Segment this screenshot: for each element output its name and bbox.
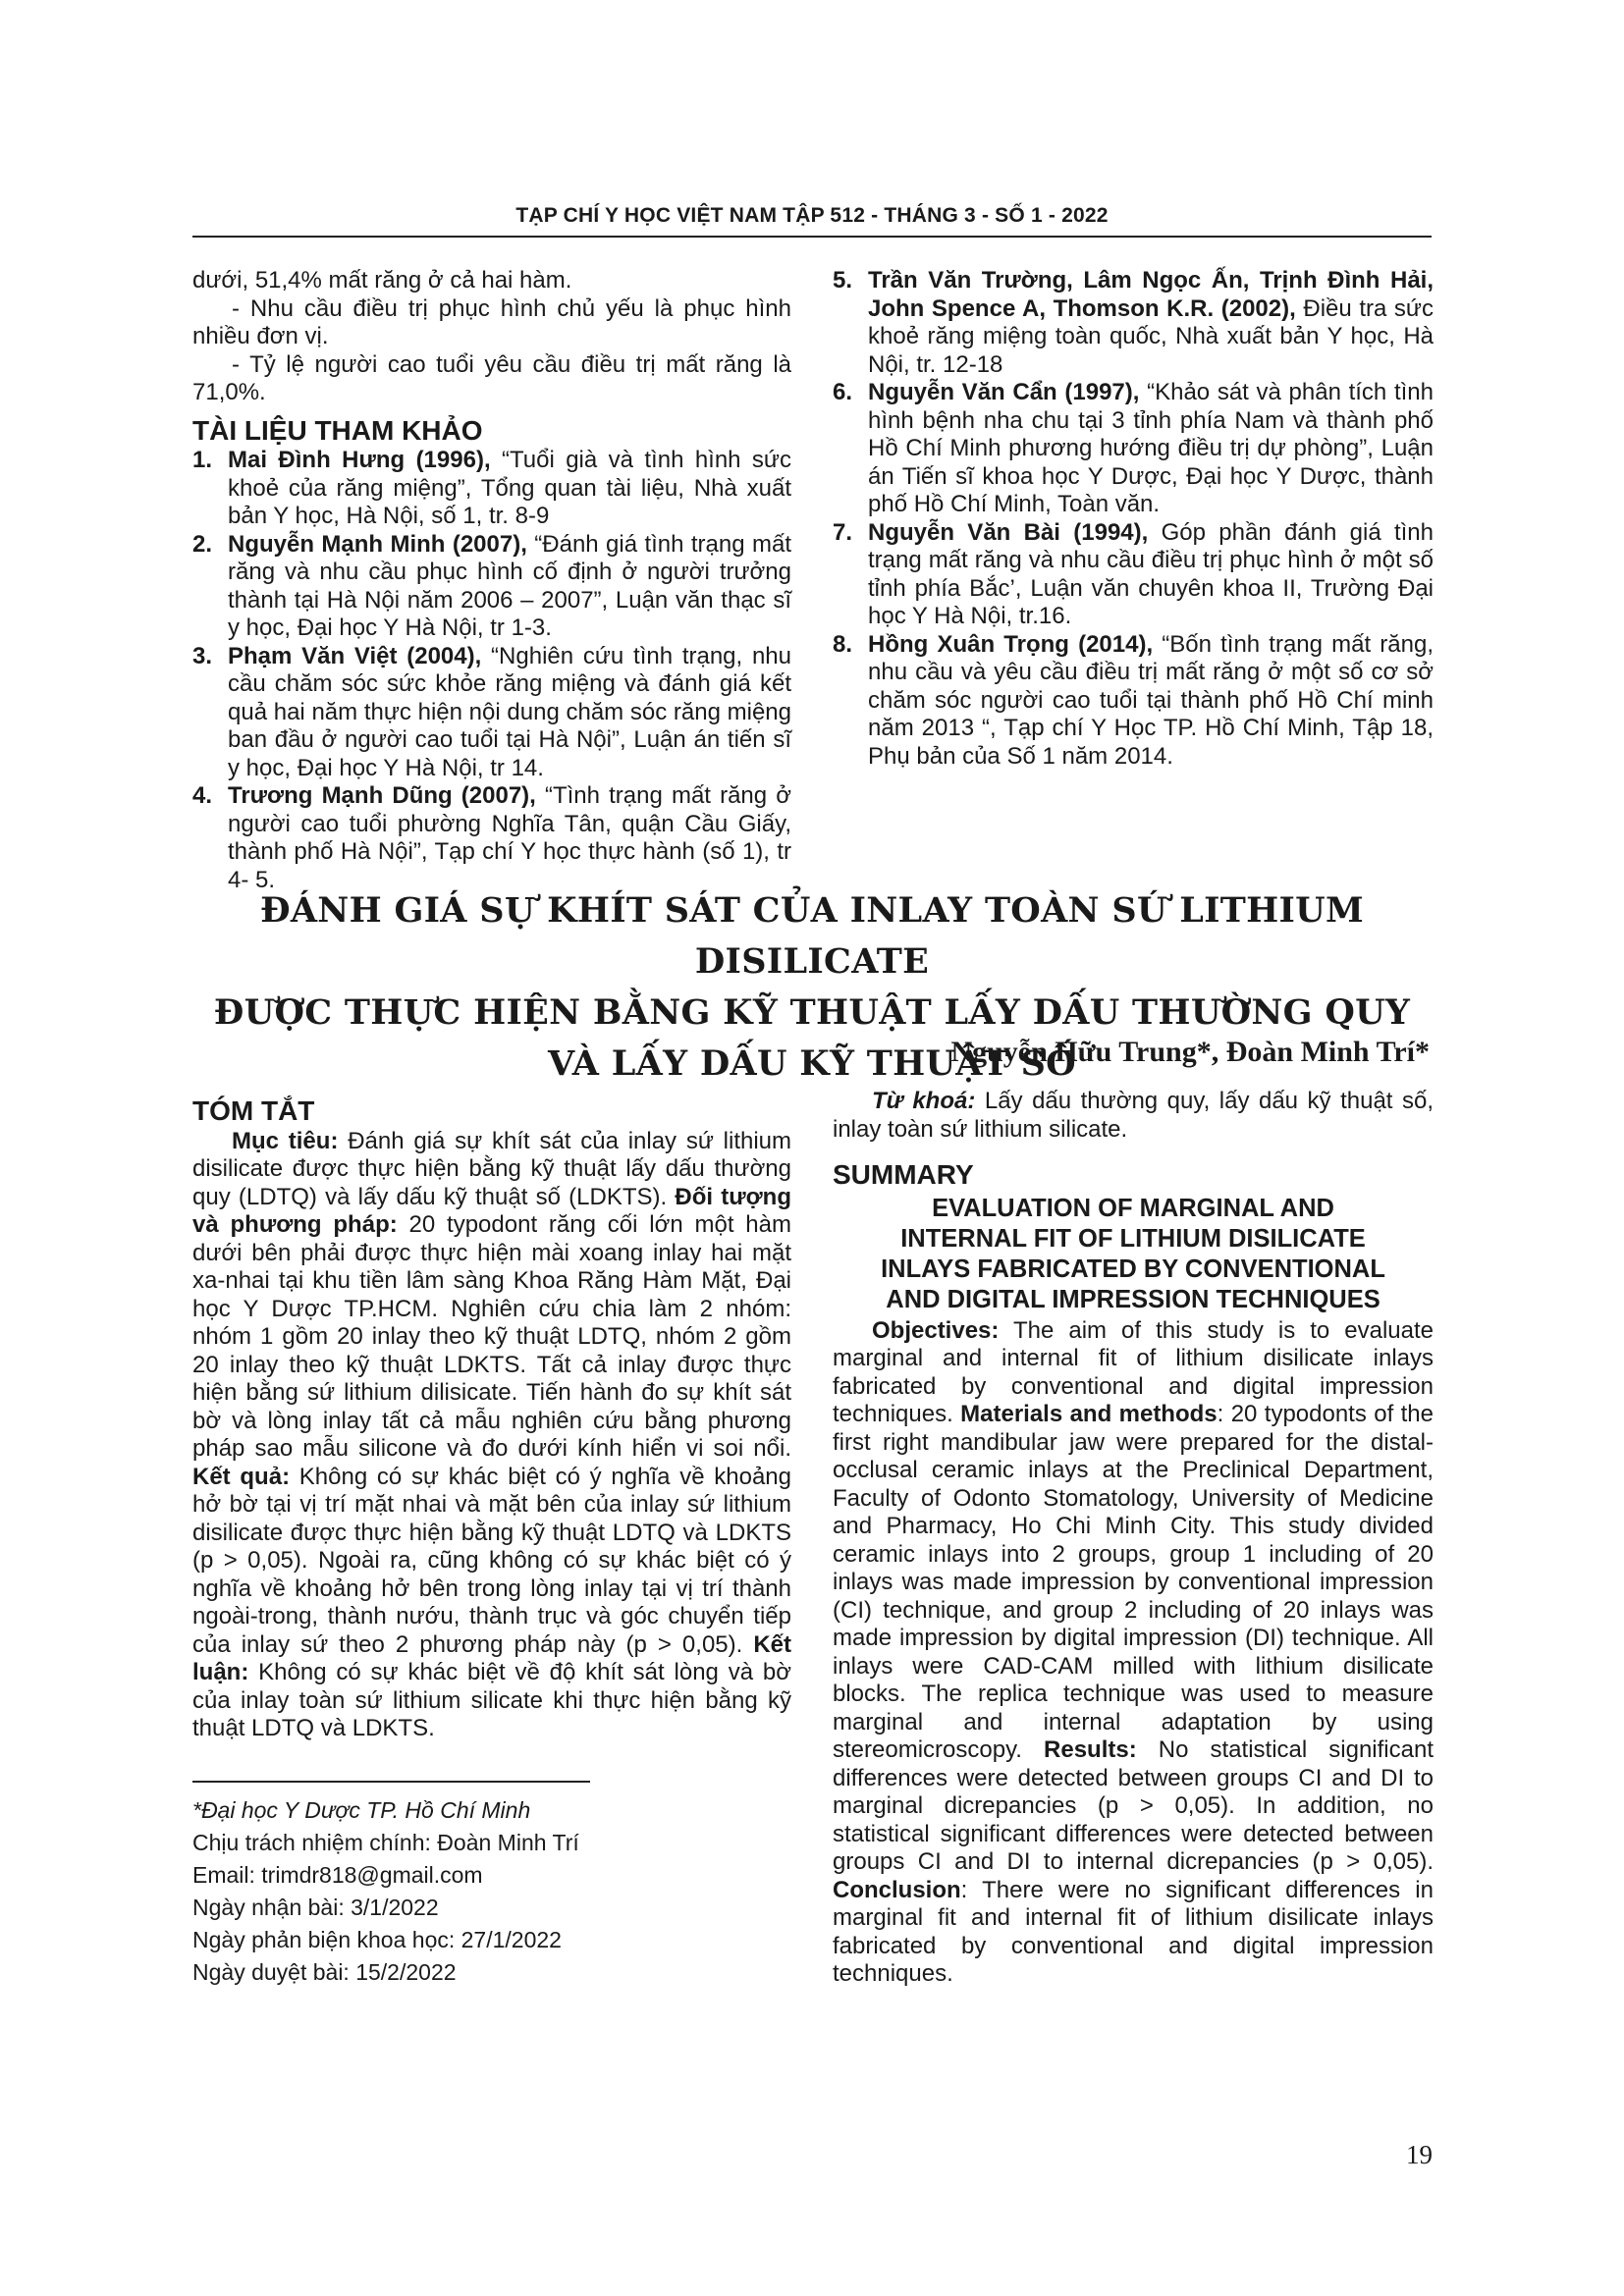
results-text: Không có sự khác biệt có ý nghĩa về khoảng hở bờ tại vị trí mặt nhai và mặt bên của inlay sứ lithium disilicate được thực hiện bằng kỹ thuật LDTQ và LDKTS (p > 0,05). Ngoài ra, cũng không có sự khác biệt có ý nghĩa về khoảng hở bên trong lòng inlay tại vị trí thành ngoài-trong, thành nướu, thành trục và góc chuyển tiếp của inlay sứ theo 2 phương pháp này (p > 0,05). bbox=[192, 1463, 792, 1658]
reference-item bbox=[192, 447, 791, 531]
reference-item bbox=[833, 519, 1434, 631]
reference-text: Điều tra sức khoẻ răng miệng toàn quốc, Nhà xuất bản Y học, Hà Nội, tr. 12-18 bbox=[868, 294, 1434, 378]
prev-article-right-column bbox=[833, 267, 1434, 771]
reference-item bbox=[833, 267, 1434, 379]
footnote-line: Ngày phản biện khoa học: 27/1/2022 bbox=[192, 1927, 562, 1952]
reference-authors: Phạm Văn Việt (2004), bbox=[228, 642, 482, 669]
reference-body bbox=[228, 643, 791, 783]
reference-authors: Hồng Xuân Trọng (2014), bbox=[868, 630, 1154, 658]
keywords-text: Lấy dấu thường quy, lấy dấu kỹ thuật số, inlay toàn sứ lithium silicate. bbox=[833, 1088, 1434, 1143]
summary-title-line: EVALUATION OF MARGINAL AND bbox=[932, 1194, 1334, 1222]
objectives-label: Objectives: bbox=[872, 1316, 1000, 1344]
reference-item bbox=[833, 379, 1434, 519]
abstract-heading: TÓM TẮT bbox=[192, 1095, 315, 1126]
reference-number: 2. bbox=[192, 530, 213, 558]
objective-text: Đánh giá sự khít sát của inlay sứ lithium disilicate được thực hiện bằng kỹ thuật lấy dấu thường quy (LDTQ) và lấy dấu kỹ thuật số (LDKTS). bbox=[192, 1127, 792, 1210]
objectives-text: The aim of this study is to evaluate marginal and internal fit of lithium disilicate inlays fabricated by conventional and digital impression techniques. bbox=[833, 1316, 1434, 1427]
prev-paragraph: - Nhu cầu điều trị phục hình chủ yếu là phục hình nhiều đơn vị. bbox=[192, 294, 791, 349]
reference-text: “Bốn tình trạng mất răng, nhu cầu và yêu cầu điều trị mất răng ở một số cơ sở chăm sóc người cao tuổi tại thành phố Hồ Chí minh năm 2013 “, Tạp chí Y Học TP. Hồ Chí Minh, Tập 18, Phụ bản của Số 1 năm 2014. bbox=[868, 630, 1434, 770]
summary-title bbox=[833, 1194, 1434, 1315]
keywords bbox=[833, 1088, 1434, 1144]
reference-text: “Tình trạng mất răng ở người cao tuổi phường Nghĩa Tân, quận Cầu Giấy, thành phố Hà Nội”, Tạp chí Y học thực hành (số 1), tr 4- 5. bbox=[228, 782, 791, 893]
methods-label: Đối tượng và phương pháp: bbox=[192, 1183, 791, 1238]
summary-title-line: AND DIGITAL IMPRESSION TECHNIQUES bbox=[886, 1285, 1380, 1313]
references-heading: TÀI LIỆU THAM KHẢO bbox=[192, 414, 483, 446]
results-text: No statistical significant differences were detected between groups CI and DI to marginal dicrepancies (p > 0,05). In addition, no statistical significant differences were detected between groups CI and DI to internal dicrepancies (p > 0,05). bbox=[833, 1736, 1434, 1875]
reference-text: Góp phần đánh giá tình trạng mất răng và nhu cầu điều trị phục hình ở một số tỉnh phía Bắc’, Luận văn chuyên khoa II, Trường Đại học Y Hà Nội, tr.16. bbox=[868, 518, 1434, 629]
summary-heading: SUMMARY bbox=[833, 1159, 974, 1190]
methods-text: : 20 typodonts of the first right mandibular jaw were prepared for the distal-occlusal ceramic inlays at the Preclinical Department, Faculty of Odonto Stomatology, University of Medicine and Pharmacy, Ho Chi Minh City. This study divided ceramic inlays into 2 groups, group 1 including of 20 inlays was made impression by conventional impression (CI) technique, and group 2 including of 20 inlays was made impression by digital impression (DI) technique. All inlays were CAD-CAM milled with lithium disilicate blocks. The replica technique was used to measure marginal and internal adaptation by using stereomicroscopy. bbox=[833, 1401, 1434, 1763]
abstract-paragraph bbox=[192, 1128, 791, 1743]
objective-label: Mục tiêu: bbox=[232, 1127, 339, 1154]
footnote-line: Ngày nhận bài: 3/1/2022 bbox=[192, 1895, 439, 1920]
header-rule bbox=[192, 236, 1432, 238]
conclusion-label: Kết luận: bbox=[192, 1630, 791, 1685]
reference-number: 7. bbox=[833, 518, 853, 546]
reference-body bbox=[228, 447, 791, 531]
article-authors: Nguyễn Hữu Trung*, Đoàn Minh Trí* bbox=[950, 1036, 1430, 1068]
reference-body bbox=[868, 267, 1434, 379]
reference-body bbox=[228, 782, 791, 894]
reference-number: 3. bbox=[192, 642, 213, 669]
reference-number: 4. bbox=[192, 782, 213, 809]
footnote-line: Email: trimdr818@gmail.com bbox=[192, 1862, 483, 1888]
running-header: TẠP CHÍ Y HỌC VIỆT NAM TẬP 512 - THÁNG 3 - SỐ 1 - 2022 bbox=[515, 204, 1109, 227]
reference-text: “Nghiên cứu tình trạng, nhu cầu chăm sóc sức khỏe răng miệng và đánh giá kết quả hai năm thực hiện nội dung chăm sóc răng miệng ban đầu ở người cao tuổi tại Hà Nội”, Luận án tiến sĩ y học, Đại học Y Hà Nội, tr 14. bbox=[228, 642, 791, 781]
results-label: Results: bbox=[1044, 1736, 1137, 1763]
summary-paragraph bbox=[833, 1317, 1434, 1989]
reference-number: 8. bbox=[833, 630, 853, 658]
reference-body bbox=[868, 379, 1434, 519]
reference-authors: Nguyễn Mạnh Minh (2007), bbox=[228, 530, 527, 558]
reference-body bbox=[868, 519, 1434, 631]
abstract-vi bbox=[192, 1088, 791, 1743]
reference-body bbox=[868, 631, 1434, 772]
reference-item bbox=[192, 782, 791, 894]
reference-item bbox=[192, 643, 791, 783]
footnote-rule bbox=[192, 1781, 590, 1783]
reference-authors: Nguyễn Văn Bài (1994), bbox=[868, 518, 1149, 546]
reference-body bbox=[228, 531, 791, 643]
reference-item bbox=[833, 631, 1434, 772]
reference-text: “Khảo sát và phân tích tình hình bệnh nha chu tại 3 tỉnh phía Nam và thành phố Hồ Chí Minh phương hướng điều trị dự phòng”, Luận án Tiến sĩ khoa học Y Dược, Đại học Y Dược, thành phố Hồ Chí Minh, Toàn văn. bbox=[868, 379, 1434, 517]
methods-text: 20 typodont răng cối lớn một hàm dưới bên phải được thực hiện mài xoang inlay hai mặt xa-nhai tại khu tiền lâm sàng Khoa Răng Hàm Mặt, Đại học Y Dược TP.HCM. Nghiên cứu chia làm 2 nhóm: nhóm 1 gồm 20 inlay theo kỹ thuật LDTQ, nhóm 2 gồm 20 inlay theo kỹ thuật LDKTS. Tất cả inlay được thực hiện bằng sứ lithium dilisicate. Tiến hành đo sự khít sát bờ và lòng inlay tất cả mẫu nghiên cứu bằng phương pháp sao mẫu silicone và đo dưới kính hiển vi soi nổi. bbox=[192, 1211, 791, 1462]
reference-text: “Tuổi già và tình hình sức khoẻ của răng miệng”, Tổng quan tài liệu, Nhà xuất bản Y học, Hà Nội, số 1, tr. 8-9 bbox=[228, 447, 791, 529]
reference-authors: Mai Đình Hưng (1996), bbox=[228, 447, 491, 473]
reference-authors: Nguyễn Văn Cẩn (1997), bbox=[868, 379, 1140, 405]
conclusion-text: : There were no significant differences in marginal fit and internal fit of lithium disilicate inlays fabricated by conventional and digital impression techniques. bbox=[833, 1876, 1434, 1987]
reference-text: “Đánh giá tình trạng mất răng và nhu cầu phục hình cố định ở người trưởng thành tại Hà Nội năm 2006 – 2007”, Luận văn thạc sĩ y học, Đại học Y Hà Nội, tr 1-3. bbox=[228, 530, 791, 641]
reference-number: 6. bbox=[833, 379, 853, 405]
reference-number: 5. bbox=[833, 267, 853, 294]
footnote bbox=[192, 1794, 791, 1989]
results-label: Kết quả: bbox=[192, 1463, 291, 1490]
footnote-affiliation: *Đại học Y Dược TP. Hồ Chí Minh bbox=[192, 1797, 531, 1823]
summary-column bbox=[833, 1088, 1434, 1989]
conclusion-text: Không có sự khác biệt về độ khít sát lòng và bờ của inlay toàn sứ lithium silicate khi thực hiện bằng kỹ thuật LDTQ và LDKTS. bbox=[192, 1659, 791, 1741]
reference-authors: Trương Mạnh Dũng (2007), bbox=[228, 782, 536, 809]
summary-title-line: INTERNAL FIT OF LITHIUM DISILICATE bbox=[900, 1224, 1366, 1253]
footnote-line: Ngày duyệt bài: 15/2/2022 bbox=[192, 1959, 457, 1985]
reference-item bbox=[192, 531, 791, 643]
keywords-label: Từ khoá: bbox=[872, 1088, 976, 1114]
reference-authors: Trần Văn Trường, Lâm Ngọc Ấn, Trịnh Đình Hải, John Spence A, Thomson K.R. (2002), bbox=[868, 267, 1434, 322]
page-number: 19 bbox=[1406, 2140, 1433, 2169]
prev-paragraph: dưới, 51,4% mất răng ở cả hai hàm. bbox=[192, 267, 572, 294]
footnote-line: Chịu trách nhiệm chính: Đoàn Minh Trí bbox=[192, 1830, 579, 1855]
prev-article-left-column bbox=[192, 267, 791, 894]
methods-label: Materials and methods bbox=[960, 1401, 1218, 1427]
article-title-line: ĐÁNH GIÁ SỰ KHÍT SÁT CỦA INLAY TOÀN SỨ LITHIUM DISILICATE bbox=[259, 890, 1365, 982]
article-title-line: VÀ LẤY DẤU KỸ THUẬT SỐ bbox=[548, 1043, 1076, 1084]
article-title-line: ĐƯỢC THỰC HIỆN BẰNG KỸ THUẬT LẤY DẤU THƯỜNG QUY bbox=[213, 992, 1411, 1033]
summary-title-line: INLAYS FABRICATED BY CONVENTIONAL bbox=[881, 1255, 1385, 1283]
reference-number: 1. bbox=[192, 447, 213, 473]
conclusion-label: Conclusion bbox=[833, 1876, 961, 1903]
prev-paragraph: - Tỷ lệ người cao tuổi yêu cầu điều trị mất răng là 71,0%. bbox=[192, 350, 791, 405]
